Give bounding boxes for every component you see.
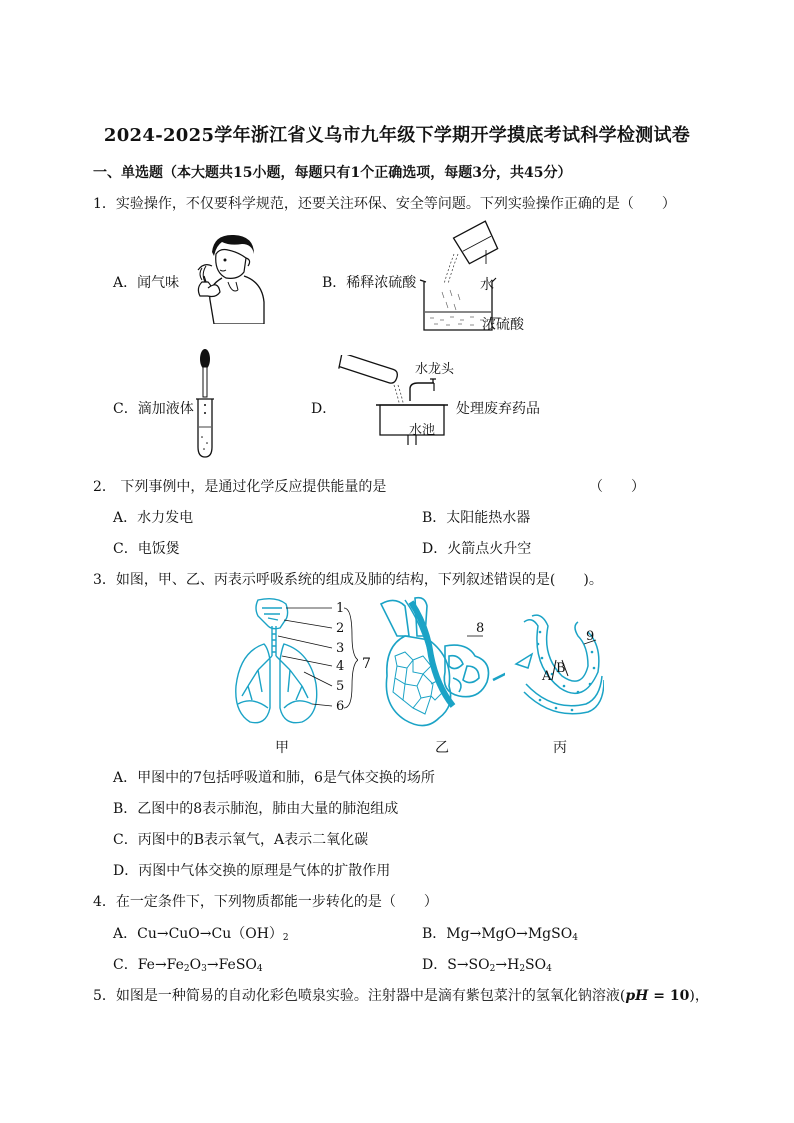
section-heading: 一、单选题（本大题共15小题，每题只有1个正确选项，每题3分，共45分） bbox=[93, 165, 572, 181]
q4-option-d: D．$S\to SO_2\to H_2SO_4$ bbox=[422, 957, 552, 974]
question-5-stem: 5．如图是一种简易的自动化彩色喷泉实验。注射器中是滴有紫包菜汁的氢氧化钠溶液(pH = 10)， bbox=[93, 988, 709, 1004]
dropper-illustration bbox=[192, 347, 218, 459]
water-label: 水 bbox=[480, 277, 494, 293]
q2-option-d: D．火箭点火升空 bbox=[422, 541, 532, 557]
question-4-stem: 4．在一定条件下，下列物质都能一步转化的是（ ） bbox=[93, 894, 438, 910]
gas-exchange-figure bbox=[512, 596, 604, 736]
dispose-label: 处理废弃药品 bbox=[456, 401, 540, 417]
label-b: B bbox=[556, 661, 566, 676]
q4-option-a: A．$Cu\to CuO\to Cu(OH)_2$ bbox=[113, 926, 289, 943]
q1-option-d: D． bbox=[311, 401, 337, 417]
label-5: 5 bbox=[336, 679, 345, 694]
q1-option-b: B．稀释浓硫酸 bbox=[322, 275, 417, 291]
q3-option-b: B．乙图中的8表示肺泡，肺由大量的肺泡组成 bbox=[113, 801, 399, 817]
tap-label: 水龙头 bbox=[415, 362, 455, 377]
q2-option-c: C．电饭煲 bbox=[113, 541, 180, 557]
q2-option-b: B．太阳能热水器 bbox=[422, 510, 531, 526]
label-9: 9 bbox=[586, 629, 595, 644]
q3-option-a: A．甲图中的7包括呼吸道和肺，6是气体交换的场所 bbox=[113, 770, 435, 786]
label-8: 8 bbox=[476, 621, 485, 636]
question-1-stem: 1．实验操作，不仅要科学规范，还要关注环保、安全等问题。下列实验操作正确的是（ ） bbox=[93, 196, 676, 212]
label-4: 4 bbox=[336, 659, 345, 674]
question-2-paren: （ ） bbox=[589, 479, 645, 495]
respiratory-system-figure bbox=[228, 596, 358, 736]
acid-label: 浓硫酸 bbox=[482, 317, 524, 333]
label-1: 1 bbox=[336, 601, 345, 616]
question-2-stem: 2． 下列事例中，是通过化学反应提供能量的是 bbox=[93, 479, 387, 495]
question-3-stem: 3．如图，甲、乙、丙表示呼吸系统的组成及肺的结构，下列叙述错误的是( )。 bbox=[93, 572, 603, 588]
caption-bing: 丙 bbox=[553, 740, 567, 756]
caption-jia: 甲 bbox=[275, 740, 289, 756]
label-3: 3 bbox=[336, 641, 345, 656]
q3-option-c: C．丙图中的B表示氧气，A表示二氧化碳 bbox=[113, 832, 369, 848]
label-7: 7 bbox=[362, 656, 371, 672]
q1-option-c: C．滴加液体 bbox=[113, 401, 194, 417]
label-6: 6 bbox=[336, 699, 345, 714]
alveoli-figure bbox=[375, 596, 505, 736]
label-2: 2 bbox=[336, 621, 345, 636]
q2-option-a: A．水力发电 bbox=[113, 510, 194, 526]
q4-option-b: B．Mg→MgO→MgSO$_4$ bbox=[422, 926, 578, 943]
q3-option-d: D．丙图中气体交换的原理是气体的扩散作用 bbox=[113, 863, 391, 879]
smelling-illustration bbox=[192, 232, 268, 324]
q4-option-c: C．$Fe\to Fe_2O_3\to FeSO_4$ bbox=[113, 957, 263, 974]
label-a: A bbox=[542, 669, 552, 684]
page-title: 2024-2025学年浙江省义乌市九年级下学期开学摸底考试科学检测试卷 bbox=[103, 125, 691, 146]
caption-yi: 乙 bbox=[435, 740, 449, 756]
sink-label: 水池 bbox=[409, 423, 436, 438]
q1-option-a: A．闻气味 bbox=[113, 275, 180, 291]
